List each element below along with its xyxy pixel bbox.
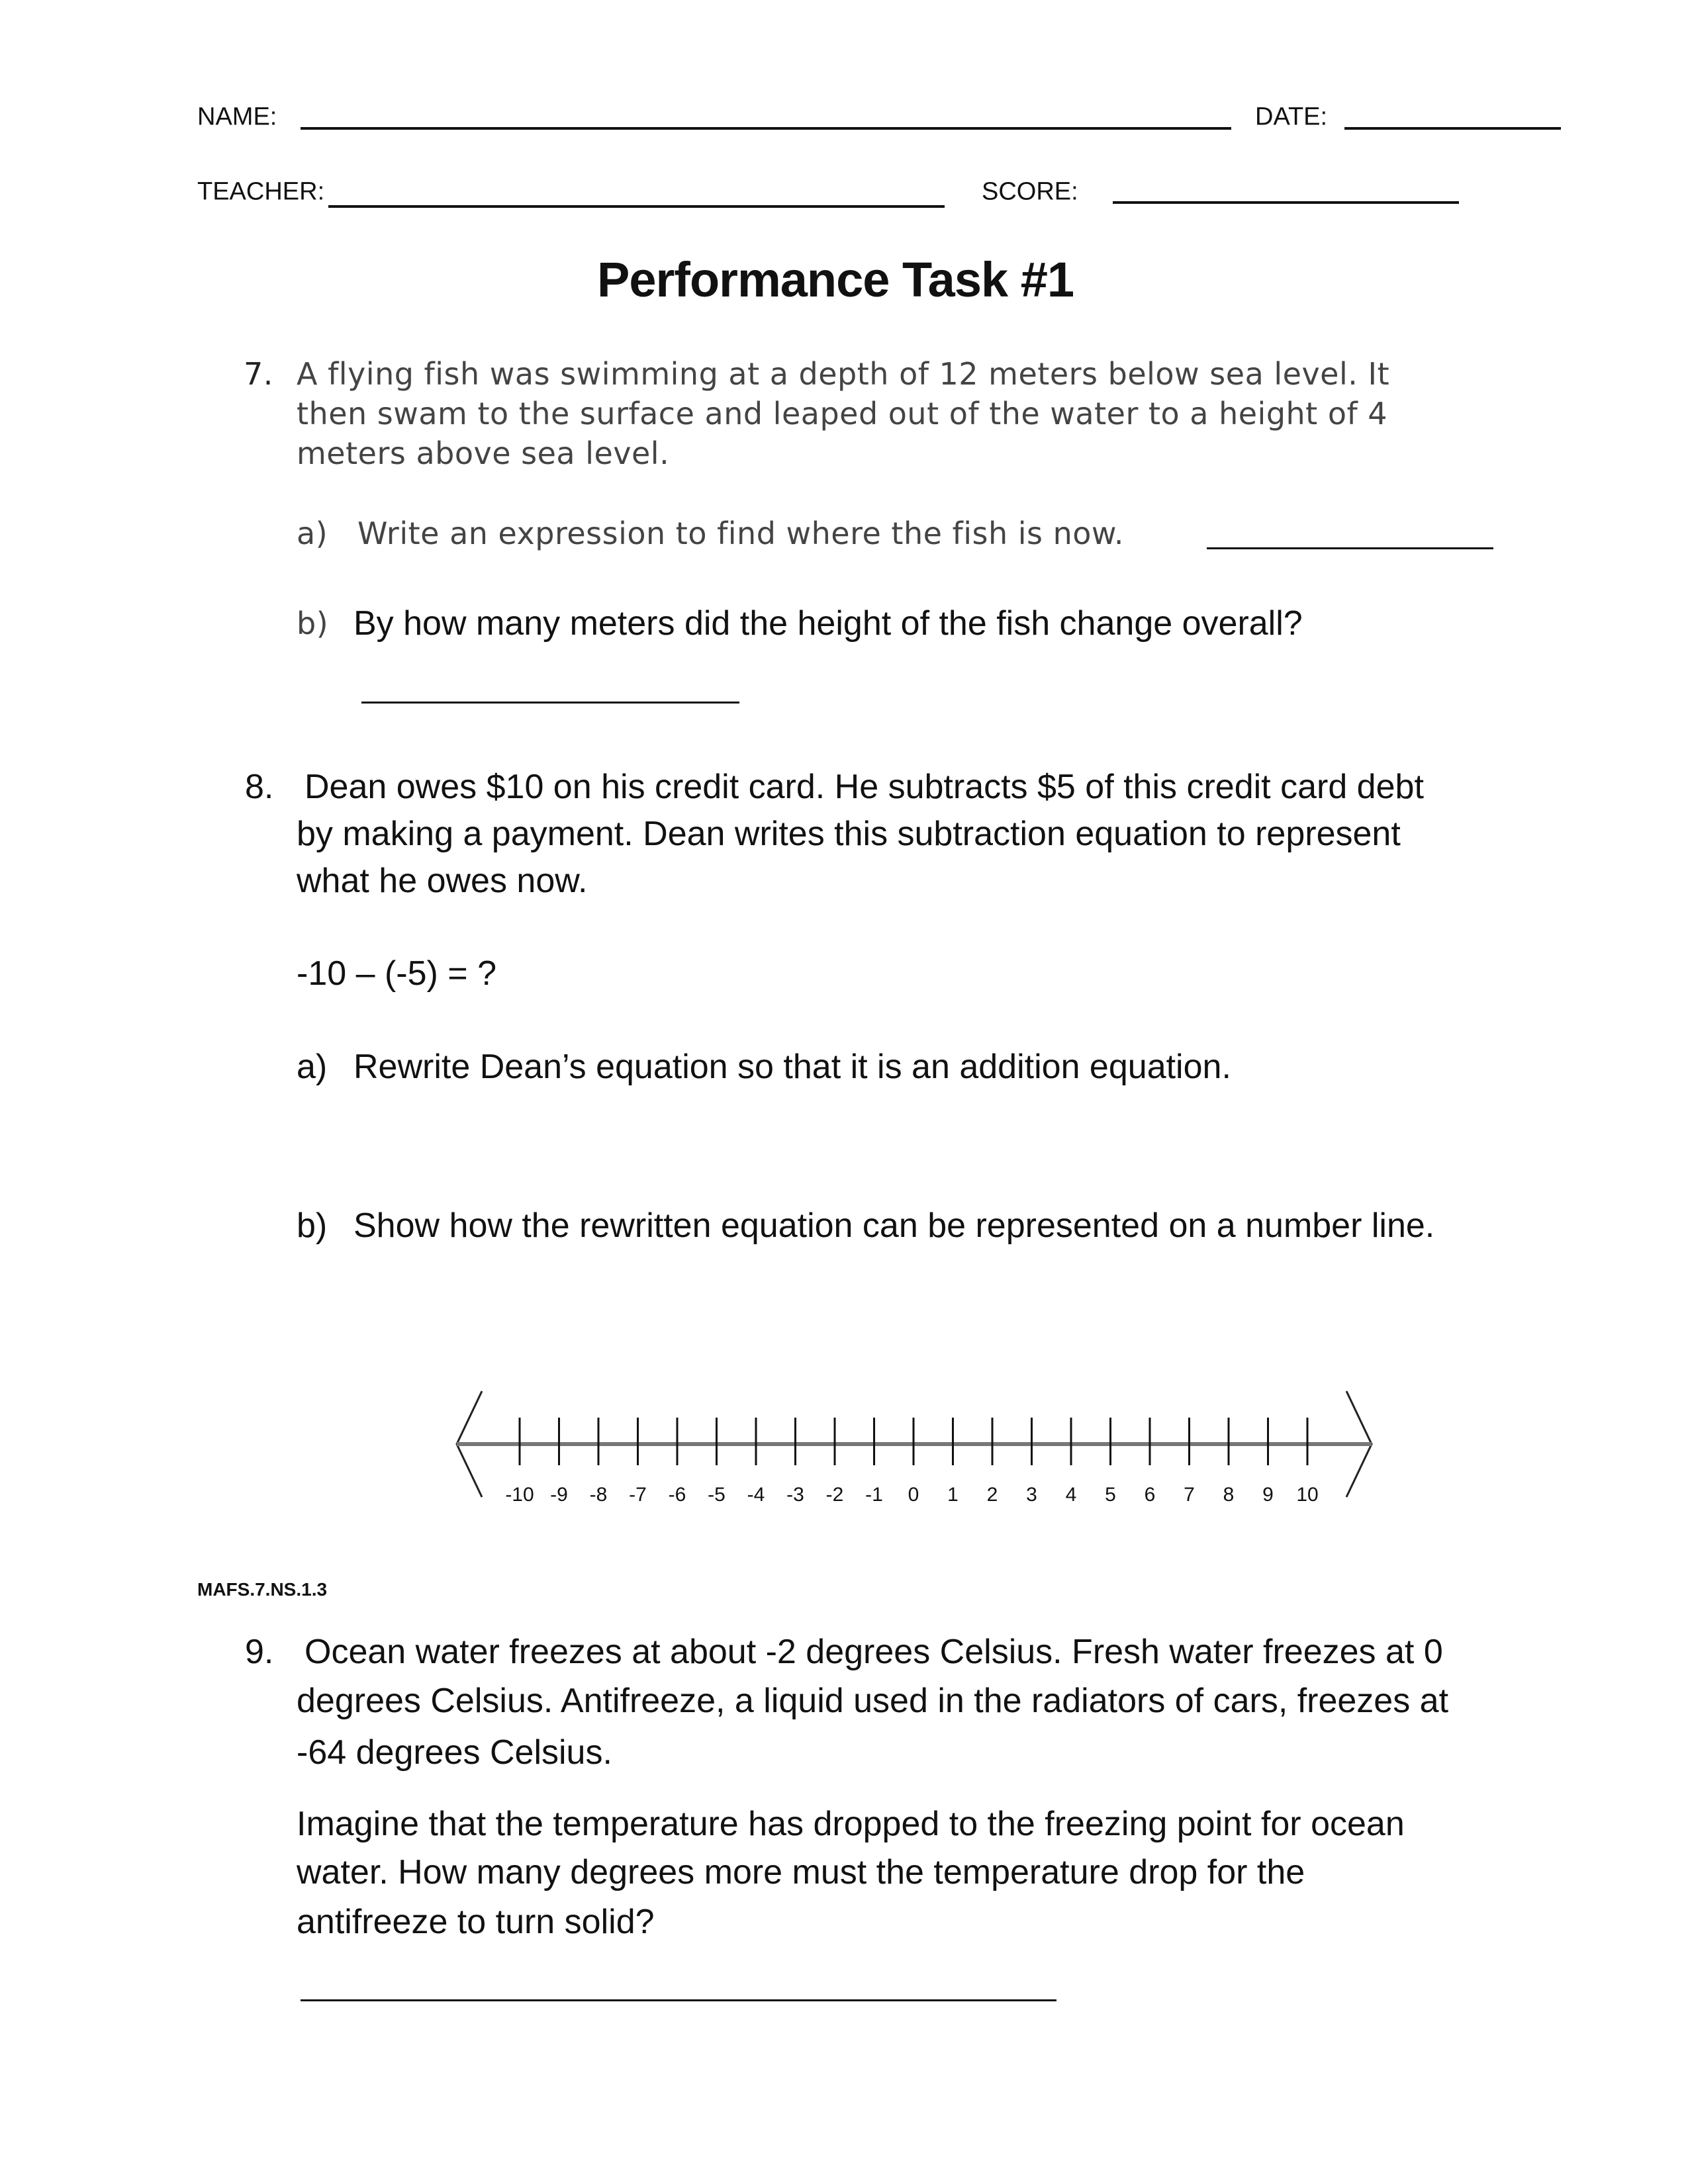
q7a-text: Write an expression to find where the fish is now. [357,516,1124,551]
q7a-label: a) [297,516,328,551]
number-line-label: 8 [1223,1484,1235,1506]
q7-line-2: then swam to the surface and leaped out of the water to a height of 4 [297,396,1388,432]
number-line-label: 7 [1184,1484,1195,1506]
q9-para2-line-3: antifreeze to turn solid? [297,1903,655,1941]
number-line-label: -1 [865,1484,883,1506]
q9-line-2: degrees Celsius. Antifreeze, a liquid used in the radiators of cars, freezes at [297,1682,1449,1720]
number-line-label: -4 [747,1484,765,1506]
number-line-label: -6 [668,1484,686,1506]
number-line-label: 5 [1105,1484,1116,1506]
name-field[interactable] [301,127,1231,130]
q7-line-3: meters above sea level. [297,435,670,471]
number-line-label: -8 [589,1484,608,1506]
number-line-label: -2 [825,1484,844,1506]
number-line-label: 4 [1065,1484,1077,1506]
date-label: DATE: [1255,103,1328,131]
number-line-label: 10 [1296,1484,1319,1506]
number-line-label: -5 [708,1484,726,1506]
q8a-label: a) [297,1048,328,1086]
number-line-label: -10 [505,1484,534,1506]
q8b-text: Show how the rewritten equation can be represented on a number line. [353,1206,1435,1245]
q9-para2-line-2: water. How many degrees more must the temperature drop for the [297,1853,1305,1891]
page-title: Performance Task #1 [596,252,1074,307]
number-line-label: 3 [1026,1484,1037,1506]
number-line-label: 6 [1144,1484,1156,1506]
number-line-label: -3 [786,1484,804,1506]
standard-code: MAFS.7.NS.1.3 [197,1579,328,1600]
q8-number: 8. [245,768,274,806]
q8a-text: Rewrite Dean’s equation so that it is an addition equation. [353,1048,1231,1086]
score-label: SCORE: [982,177,1078,206]
q7-line-1: A flying fish was swimming at a depth of 12 meters below sea level. It [297,356,1390,392]
q8-line-2: by making a payment. Dean writes this subtraction equation to represent [297,815,1401,853]
q9-number: 9. [245,1633,274,1671]
q8-line-1: Dean owes $10 on his credit card. He subtracts $5 of this credit card debt [305,768,1424,806]
score-field[interactable] [1113,201,1459,204]
number-line-label: 9 [1262,1484,1274,1506]
teacher-label: TEACHER: [197,177,325,206]
name-label: NAME: [197,103,277,131]
number-line-label: 2 [986,1484,998,1506]
number-line [0,1390,1688,1509]
number-line-label: 0 [908,1484,919,1506]
q8-line-3: what he owes now. [297,862,588,900]
q8b-label: b) [297,1206,328,1245]
q7a-answer-line[interactable] [1207,547,1493,549]
q7b-text: By how many meters did the height of the fish change overall? [353,604,1303,643]
q7-number: 7. [244,356,273,392]
q7b-answer-line[interactable] [361,702,739,704]
number-line-label: -7 [629,1484,647,1506]
q9-line-3: -64 degrees Celsius. [297,1733,612,1772]
q9-line-1: Ocean water freezes at about -2 degrees Celsius. Fresh water freezes at 0 [305,1633,1443,1671]
q7b-label: b) [297,606,329,641]
date-field[interactable] [1344,127,1561,130]
teacher-field[interactable] [328,205,945,208]
number-line-label: 1 [947,1484,959,1506]
q8-equation: -10 – (-5) = ? [297,954,497,993]
number-line-label: -9 [550,1484,568,1506]
q9-answer-line[interactable] [301,1999,1056,2001]
q9-para2-line-1: Imagine that the temperature has dropped to the freezing point for ocean [297,1805,1405,1843]
